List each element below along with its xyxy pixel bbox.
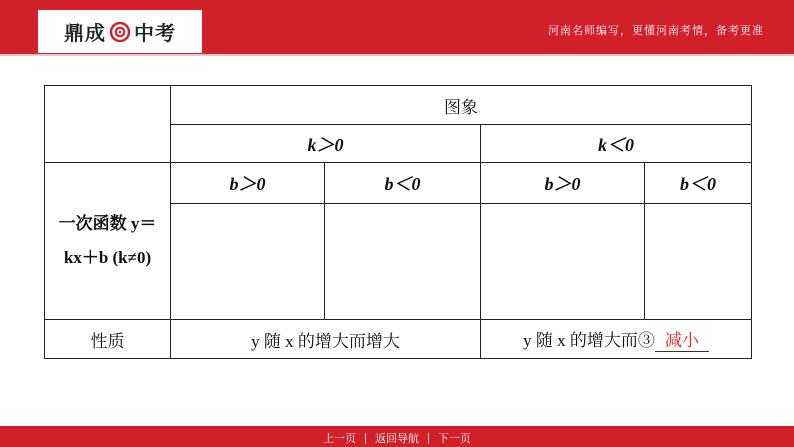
function-line-1: 一次函数 y＝: [58, 214, 157, 233]
header-slogan: 河南名师编写，更懂河南考情，备考更准: [548, 25, 764, 37]
nav-separator: |: [364, 431, 367, 444]
back-to-nav-link[interactable]: 返回导航: [375, 432, 419, 445]
b-positive-header-1: b＞0: [171, 163, 325, 204]
k-positive-header: k＞0: [171, 125, 481, 163]
property-increase-cell: y 随 x 的增大而增大: [171, 320, 481, 359]
header-top-stripe: [0, 0, 794, 8]
graph-cell-k-pos-b-pos: [171, 204, 325, 320]
brand-name-left: 鼎成: [64, 23, 106, 45]
function-line-2: kx＋b (k≠0): [63, 248, 152, 267]
graph-cell-k-neg-b-neg: [645, 204, 752, 320]
graph-cell-k-pos-b-neg: [325, 204, 481, 320]
target-icon: [110, 22, 130, 42]
b-positive-header-2: b＞0: [481, 163, 645, 204]
answer-text: 减小: [664, 331, 699, 350]
header-divider: [0, 54, 794, 56]
k-negative-header: k＜0: [481, 125, 752, 163]
table-corner-cell: [45, 86, 171, 163]
graph-cell-k-neg-b-pos: [481, 204, 645, 320]
image-header-cell: 图象: [171, 86, 752, 125]
next-page-link[interactable]: 下一页: [437, 432, 471, 445]
property-decrease-prefix: y 随 x 的增大而③: [523, 331, 655, 350]
b-negative-header-2: b＜0: [645, 163, 752, 204]
b-negative-header-1: b＜0: [325, 163, 481, 204]
property-decrease-cell: [481, 320, 752, 359]
answer-blank: [655, 326, 709, 352]
prev-page-link[interactable]: 上一页: [323, 432, 357, 445]
brand-logo: [38, 10, 202, 53]
property-label-cell: 性质: [45, 320, 171, 359]
footer-nav: [0, 428, 794, 447]
function-label-cell: [45, 163, 171, 320]
nav-separator: |: [427, 431, 430, 444]
brand-name-right: 中考: [134, 23, 176, 45]
linear-function-table: [44, 85, 752, 359]
